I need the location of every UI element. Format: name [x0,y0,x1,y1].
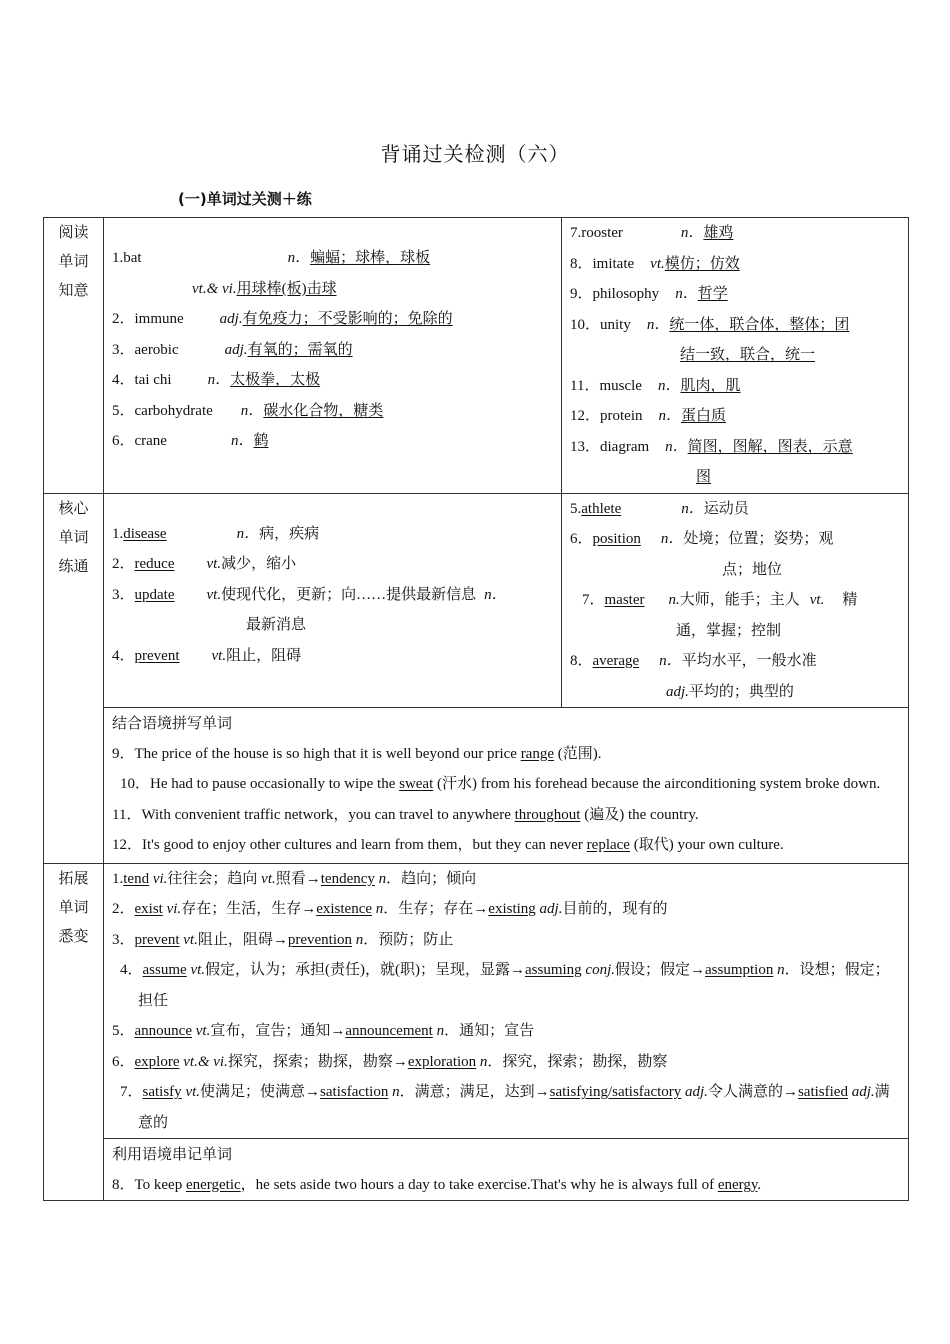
word-form: existing [488,901,536,917]
core-context-title: 结合语境拼写单词 [112,714,233,732]
sentence-text: (汗水) from his forehead because the airconditioning system broke down. [433,776,881,792]
definition: ．探究，探索；勘探，勘察 [487,1053,668,1070]
definition: ．满意；满足，达到→ [399,1084,550,1100]
word: 2．immune [112,311,184,327]
definition: 运动员 [703,500,749,517]
part-of-speech: n． [660,531,684,547]
word-form: existence [316,901,373,917]
reading-entry [112,274,553,305]
part-of-speech: vt. [650,255,665,272]
part-of-speech: n． [658,408,682,424]
definition: 满意的 [138,1084,890,1131]
definition: 精 [842,592,858,608]
number: 9． [112,745,135,762]
part-of-speech: vt. [261,870,276,887]
word-form: announce [134,1023,192,1039]
reading-row [44,218,909,494]
reading-label: 阅读 单词 知意 [44,218,104,494]
reading-entry [570,310,900,341]
sentence-text: It's good to enjoy other cultures and learn from them，but they can never [142,837,587,853]
reading-entry [570,249,900,280]
number: 1. [112,870,124,887]
sentence-text: To keep [134,1176,186,1193]
number: 4． [120,962,143,978]
sentence-text: (遍及) the country. [580,806,699,823]
part-of-speech: vt. [211,647,227,664]
sentence-text: He had to pause occasionally to wipe the [150,776,400,792]
derivation-entry [112,894,900,925]
reading-entry [112,243,553,274]
part-of-speech: adj. [535,901,563,917]
context-sentence [112,800,900,831]
word-form: exist [134,901,163,917]
part-of-speech: n [352,931,364,948]
definition: 模仿；仿效 [664,255,740,272]
definition: ．趋向；倾向 [386,870,477,887]
number: 7． [120,1084,143,1100]
number: 6． [570,531,593,547]
number: 11． [112,806,142,823]
definition: ．生存；存在→ [383,901,489,917]
reading-entry [570,432,900,463]
definition: ．设想；假定；担任 [138,962,890,1009]
reading-entry [112,365,553,396]
part-of-speech: n． [680,225,704,241]
definition: 目前的，现有的 [562,901,668,917]
definition: 太极拳，太极 [230,372,321,388]
core-label: 核心 单词 练通 [44,493,104,863]
definition: 病，疾病 [259,525,320,542]
definition: 假设；假定→ [615,962,706,978]
answer-word: prevent [134,647,180,664]
part-of-speech: n． [675,286,698,302]
reading-entry [570,371,900,402]
reading-entry [570,279,900,310]
extend-label: 拓展 单词 悉变 [44,863,104,1201]
part-of-speech: n． [230,433,254,449]
answer-word: energy [717,1176,758,1193]
definition: ．预防；防止 [363,931,454,948]
word: 1.bat [112,250,142,266]
part-of-speech: adj. [847,1084,875,1100]
word-form: assumption [705,962,774,978]
core-entry-cont [570,616,900,647]
reading-right-cell [562,218,909,494]
part-of-speech: n． [659,653,682,669]
word: 8．imitate [570,255,635,272]
extend-context-cell [104,1139,909,1201]
core-entry [570,585,900,616]
page-title: 背诵过关检测（六） [380,142,570,166]
number: 8． [570,653,593,669]
word: 12．protein [570,408,643,424]
part-of-speech: vt.& vi. [192,280,237,297]
definition: 蝙蝠；球棒，球板 [310,250,431,266]
core-entry [112,519,553,550]
definition: 点；地位 [722,561,783,578]
context-sentence [112,830,900,861]
part-of-speech: n [773,962,785,978]
definition: 大师，能手；主人 [679,592,800,608]
vocab-table [43,217,909,1201]
definition: 平均水平，一般水准 [681,653,817,669]
part-of-speech: vt. [186,962,206,978]
definition: 处境；位置；姿势；观 [683,531,834,547]
word-form: satisfied [797,1084,848,1100]
word-form: satisfy [142,1084,182,1100]
definition: 简图，图解，图表，示意 [687,438,853,455]
part-of-speech: n． [657,377,681,394]
answer-word: athlete [581,500,622,517]
number: 7． [582,592,605,608]
part-of-speech: n． [287,250,311,266]
word: 13．diagram [570,438,650,455]
word: 11．muscle [570,377,642,394]
part-of-speech: n [476,1053,488,1070]
definition: 假定，认为；承担(责任)，就(职)；呈现，显露→ [205,962,525,978]
number: 8． [112,1176,135,1193]
derivation-entry [112,1016,900,1047]
word-form: tend [123,870,150,887]
word-form: satisfaction [320,1084,389,1100]
number: 3． [112,586,135,603]
definition: 平均的；典型的 [688,683,794,700]
part-of-speech: adj. [666,683,689,700]
part-of-speech: conj. [581,962,615,978]
answer-word: sweat [399,776,434,792]
part-of-speech: vt. [809,592,825,608]
word-form: tendency [320,870,375,887]
definition: 使现代化，更新；向……提供最新信息 [221,586,477,603]
reading-entry [112,304,553,335]
word-form: satisfying/satisfactory [549,1084,682,1100]
part-of-speech: n． [665,438,688,455]
word-form: assume [142,962,187,978]
core-context-cell [104,708,909,864]
number: 2． [112,901,135,917]
number: 1. [112,525,124,542]
number: 5． [112,1023,135,1039]
word: 7.rooster [570,225,623,241]
answer-word: throughout [514,806,581,823]
definition: 减少，缩小 [221,556,297,572]
part-of-speech: n [372,901,384,917]
answer-word: range [520,745,554,762]
sentence-text: The price of the house is so high that it is well beyond our price [134,745,521,762]
derivation-entry [112,1077,900,1138]
word-form: explore [134,1053,180,1070]
word: 6．crane [112,433,167,449]
core-entry [570,646,900,677]
core-left-cell [104,493,562,708]
extend-items-cell [104,863,909,1139]
part-of-speech: adj. [681,1084,708,1100]
definition: ．通知；宣告 [444,1023,535,1039]
definition: 有氧的；需氧的 [247,341,353,358]
answer-word: master [604,592,645,608]
definition: 肌肉，肌 [680,377,741,394]
answer-word: average [592,653,640,669]
number: 6． [112,1053,135,1070]
reading-entry [570,401,900,432]
reading-entry [570,218,900,249]
definition: 令人满意的→ [707,1084,798,1100]
definition: 图 [696,469,712,485]
part-of-speech: n. [668,592,680,608]
core-entry-cont [570,555,900,586]
reading-entry-cont [570,340,900,371]
answer-word: replace [586,837,630,853]
definition: 阻止，阻碍 [226,647,302,664]
number: 3． [112,931,135,948]
part-of-speech: n． [240,402,264,419]
reading-entry [112,335,553,366]
section-subtitle: (一)单词过关测＋练 [178,190,312,208]
sentence-text: With convenient traffic network，you can travel to anywhere [141,806,515,823]
reading-left-cell [104,218,562,494]
core-right-cell [562,493,909,708]
core-entry-cont [570,677,900,708]
sentence-text: . [757,1176,762,1193]
answer-word: update [134,586,175,603]
derivation-entry [112,864,900,895]
definition: 最新消息 [246,617,307,633]
part-of-speech: n． [236,525,260,542]
extend-context-title: 利用语境串记单词 [112,1145,233,1163]
derivation-entry [112,925,900,956]
part-of-speech: n． [681,500,704,517]
number: 12． [112,837,143,853]
answer-word: energetic [185,1176,241,1193]
word: 3．aerobic [112,341,179,358]
part-of-speech: vt. [206,586,222,603]
derivation-entry [112,1047,900,1078]
word: 9．philosophy [570,286,660,302]
definition: 结一致，联合，统一 [680,347,816,363]
sentence-text: ，he sets aside two hours a day to take exercise.That's why he is always full of [240,1176,718,1193]
number: 2． [112,556,135,572]
definition: 有免疫力；不受影响的；免除的 [242,311,453,327]
answer-word: position [592,531,641,547]
word-form: exploration [407,1053,477,1070]
part-of-speech: adj. [224,341,248,358]
core-entry [570,494,900,525]
definition: 宣布，宣告；通知→ [210,1023,346,1039]
part-of-speech: vt. [206,556,222,572]
part-of-speech: n [374,870,387,887]
core-entry [112,641,553,672]
part-of-speech: vt. [181,1084,201,1100]
answer-word: reduce [134,556,175,572]
core-context-row [44,708,909,864]
part-of-speech: vt. [192,1023,211,1039]
part-of-speech: n． [207,372,231,388]
part-of-speech: vt.& vi. [179,1053,228,1070]
definition: 统一体，联合体，整体；团 [669,316,850,333]
part-of-speech: vt. [179,931,198,948]
definition: 使满足；使满意→ [200,1084,321,1100]
definition: 雄鸡 [703,225,734,241]
answer-word: disease [123,525,167,542]
derivation-entry [112,955,900,1016]
extend-context-row [44,1139,909,1201]
word-form: prevention [287,931,352,948]
part-of-speech: vi. [149,870,168,887]
core-entry [112,549,553,580]
sentence-text: (取代) your own culture. [629,837,784,853]
word-form: assuming [525,962,582,978]
definition: 哲学 [697,286,728,302]
number: 4． [112,647,135,664]
core-entry-cont [112,610,553,641]
context-sentence [112,1170,900,1201]
reading-entry [112,426,553,457]
definition: 鹤 [253,433,269,449]
part-of-speech: n [432,1023,445,1039]
definition: 蛋白质 [681,408,727,424]
part-of-speech: n [388,1084,400,1100]
core-entry [112,580,553,611]
core-entry [570,524,900,555]
definition: 通，掌握；控制 [676,622,782,639]
definition: 探究，探索；勘探，勘察→ [227,1053,408,1070]
word-form: prevent [134,931,180,948]
part-of-speech: n． [484,586,507,603]
word: 5．carbohydrate [112,402,213,419]
number: 10． [120,776,151,792]
word: 4．tai chi [112,372,172,388]
sentence-text: (范围). [554,745,602,762]
extend-row [44,863,909,1139]
part-of-speech: n． [646,316,670,333]
part-of-speech: adj. [219,311,243,327]
core-row [44,493,909,708]
part-of-speech: vi. [162,901,182,917]
context-sentence [112,739,900,770]
context-sentence [112,769,900,800]
definition: 照看→ [275,870,321,887]
number: 5. [570,500,582,517]
definition: 存在；生活，生存→ [181,901,317,917]
word-form: announcement [345,1023,433,1039]
definition: 往往会；趋向 [167,870,262,887]
reading-entry-cont [570,462,900,493]
definition: 用球棒(板)击球 [236,280,337,297]
definition: 阻止，阻碍→ [197,931,288,948]
definition: 碳水化合物，糖类 [263,402,384,419]
word: 10．unity [570,316,631,333]
reading-entry [112,396,553,427]
